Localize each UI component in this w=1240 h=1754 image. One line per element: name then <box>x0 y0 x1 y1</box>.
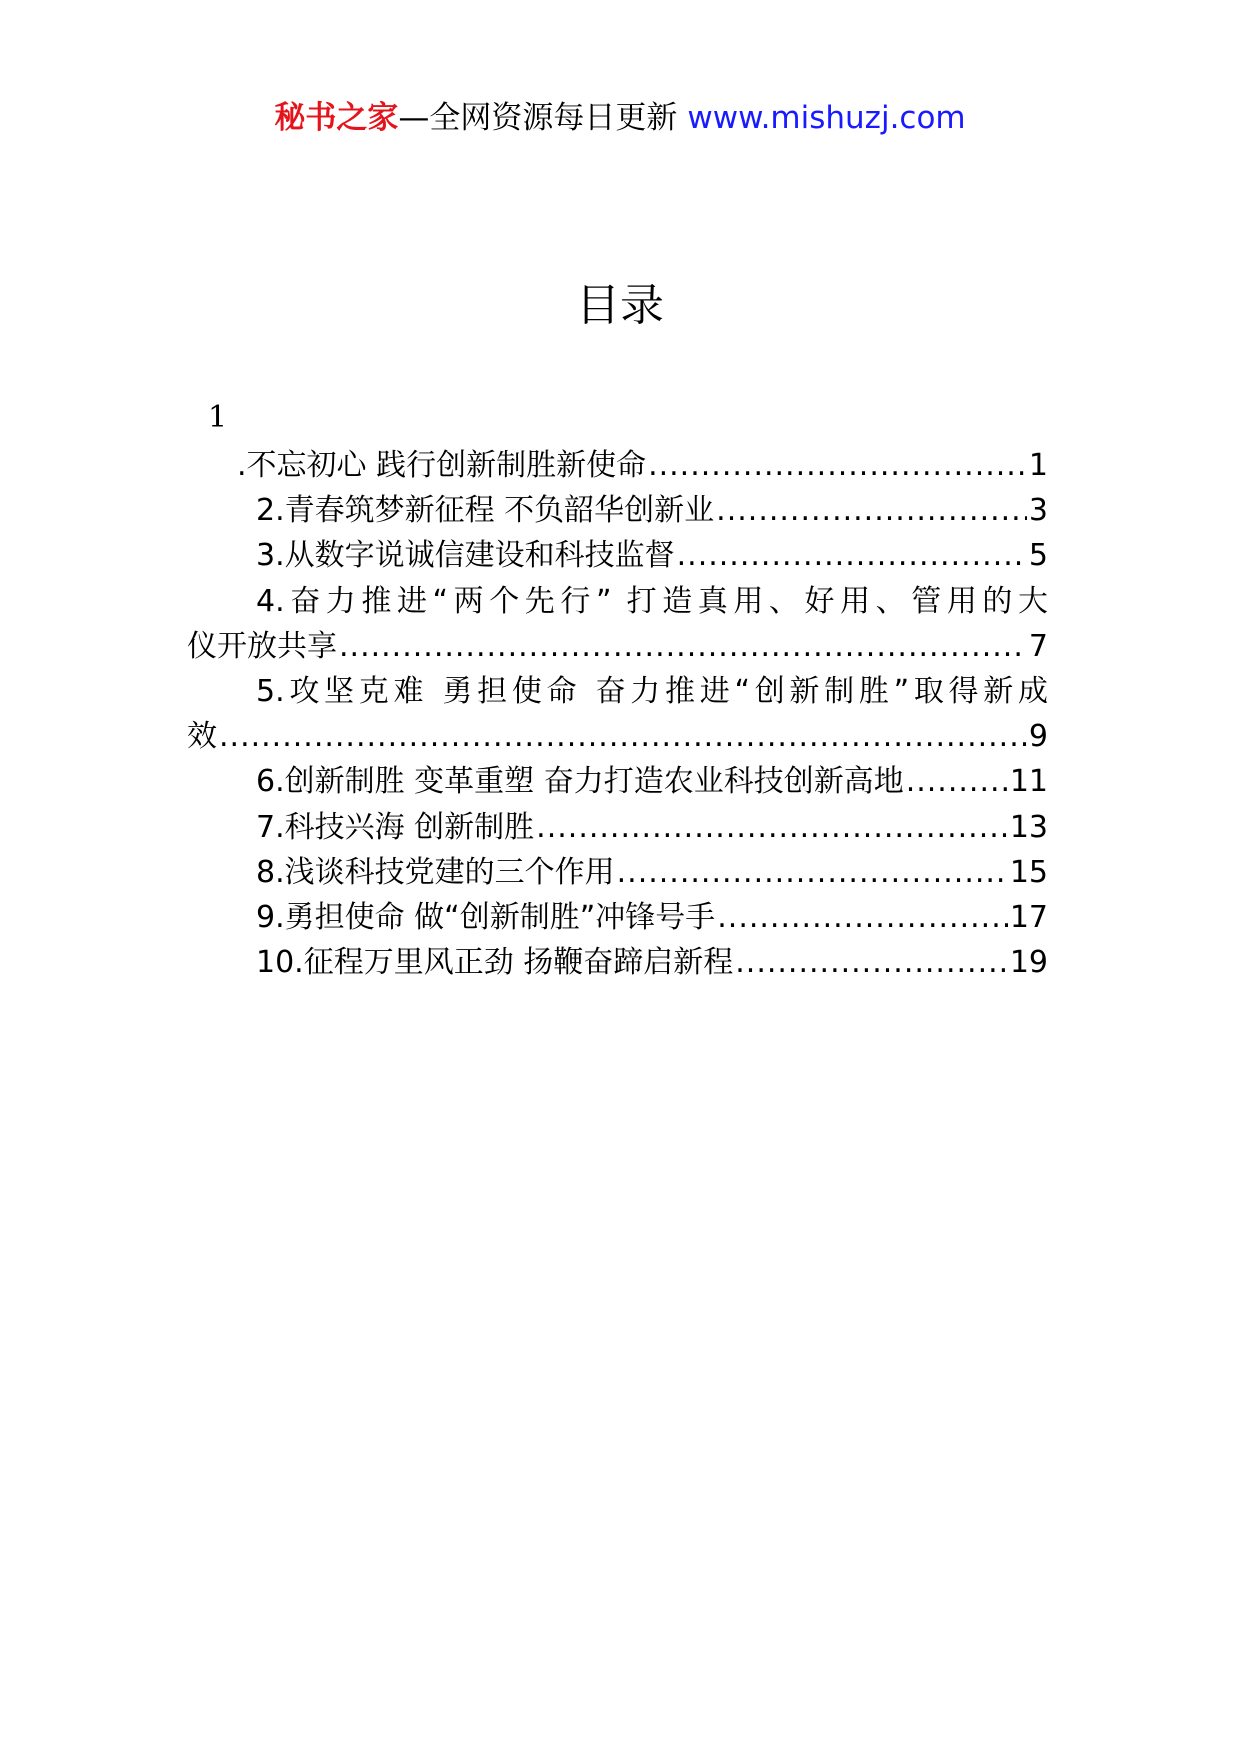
toc-entry-title-line1: 4.奋力推进“两个先行” 打造真用、好用、管用的大 <box>256 583 1048 619</box>
toc-page-number: 7 <box>1028 628 1048 664</box>
dot-leader <box>677 533 1027 578</box>
dot-leader <box>906 759 1008 804</box>
toc-entry-title: 8.浅谈科技党建的三个作用 <box>256 854 615 890</box>
dot-leader <box>648 443 1027 488</box>
toc-entry-title: 6.创新制胜 变革重塑 奋力打造农业科技创新高地 <box>256 764 904 800</box>
toc-entry-9[interactable] <box>187 895 1048 940</box>
dot-leader <box>536 805 1008 850</box>
toc-entry-title: 9.勇担使命 做“创新制胜”冲锋号手 <box>256 900 716 936</box>
toc-entry-title: .不忘初心 践行创新制胜新使命 <box>237 448 647 483</box>
toc-entry-8[interactable] <box>187 850 1048 895</box>
toc-page-number: 13 <box>1009 809 1048 845</box>
toc-page-number: 17 <box>1009 900 1048 936</box>
dot-leader <box>716 488 1027 533</box>
site-header <box>0 98 1240 138</box>
brand-name: 秘书之家 <box>274 100 399 136</box>
toc-entry-title-line2: 仪开放共享 <box>187 628 337 664</box>
toc-entry-7[interactable] <box>187 805 1048 850</box>
dot-leader <box>735 940 1008 985</box>
toc-entry-title: 3.从数字说诚信建设和科技监督 <box>256 538 675 574</box>
dot-leader <box>339 624 1027 669</box>
website-link[interactable]: www.mishuzj.com <box>687 100 966 136</box>
toc-entry-10[interactable] <box>187 940 1048 985</box>
toc-entry-title: 7.科技兴海 创新制胜 <box>256 809 535 845</box>
toc-entry-title: 2.青春筑梦新征程 不负韶华创新业 <box>256 493 715 529</box>
dot-leader <box>717 895 1008 940</box>
toc-entry-1[interactable] <box>187 443 1048 488</box>
header-tagline: —全网资源每日更新 <box>398 100 678 136</box>
toc-page-number: 1 <box>1028 448 1048 483</box>
toc-page-number: 15 <box>1009 854 1048 890</box>
toc-entry-2[interactable] <box>187 488 1048 533</box>
toc-page-number: 19 <box>1009 945 1048 981</box>
toc-page-number: 3 <box>1028 493 1048 529</box>
toc-page-number: 9 <box>1028 719 1048 755</box>
toc-entry-4[interactable] <box>187 579 1048 669</box>
dot-leader <box>219 714 1027 759</box>
toc-entry-title-line2: 效 <box>187 719 217 755</box>
toc-entry-6[interactable] <box>187 759 1048 804</box>
table-of-contents <box>187 443 1048 985</box>
page-title: 目录 <box>576 280 664 331</box>
list-marker: 1 <box>208 400 228 435</box>
toc-page-number: 5 <box>1028 538 1048 574</box>
toc-entry-5[interactable] <box>187 669 1048 759</box>
dot-leader <box>617 850 1008 895</box>
toc-page-number: 11 <box>1009 764 1048 800</box>
toc-entry-title: 10.征程万里风正劲 扬鞭奋蹄启新程 <box>256 945 734 981</box>
toc-entry-title-line1: 5.攻坚克难 勇担使命 奋力推进“创新制胜”取得新成 <box>256 674 1048 710</box>
toc-entry-3[interactable] <box>187 533 1048 578</box>
